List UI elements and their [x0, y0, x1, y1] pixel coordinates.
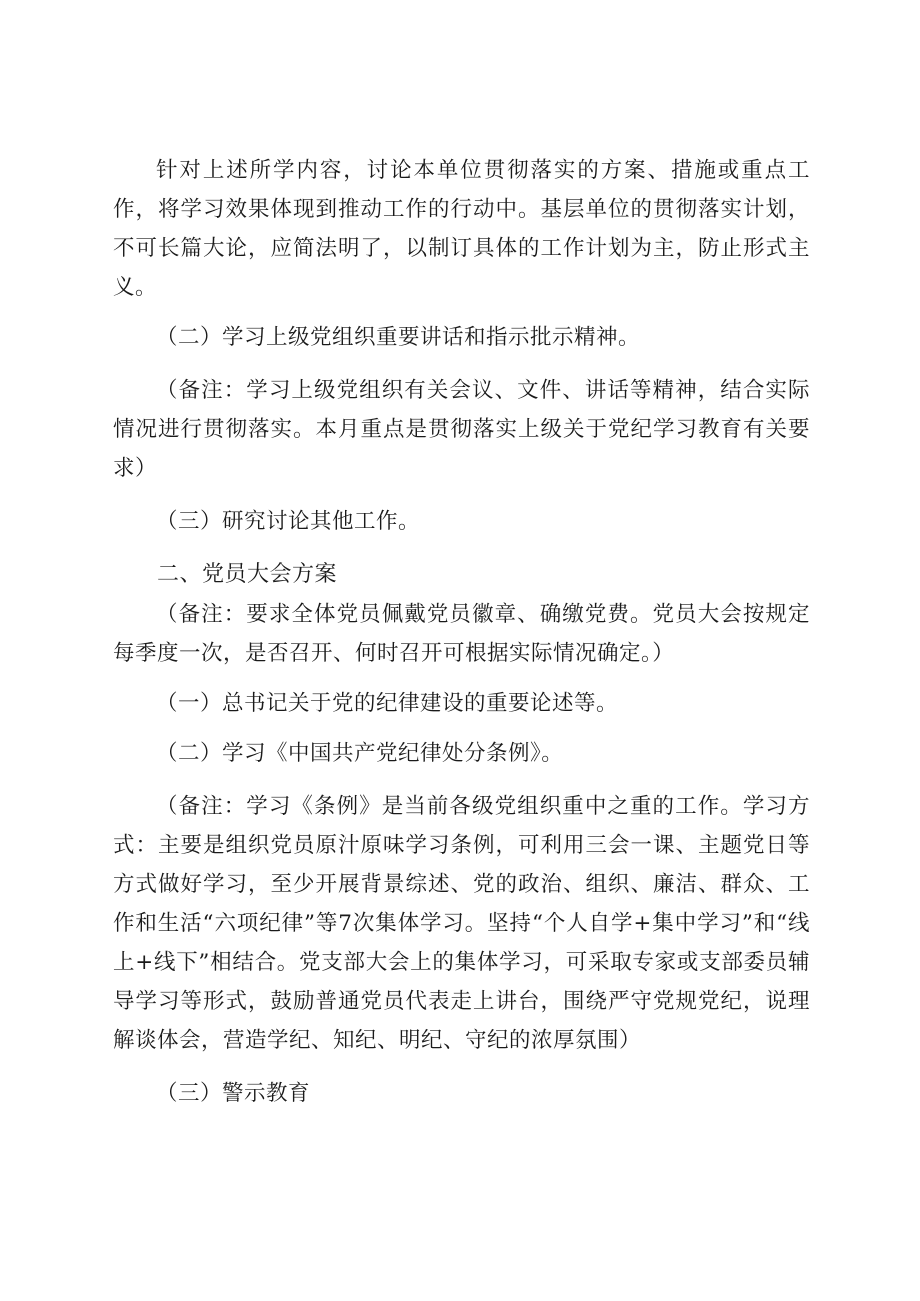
item-study-regulations: （二）学习《中国共产党纪律处分条例》。 — [156, 741, 564, 766]
note-study-regulations: （备注：学习《条例》是当前各级党组织重中之重的工作。学习方式：主要是组织党员原汁原味学习条例，可利用三会一课、主题党日等方式做好学习，至少开展背景综述、党的政治、组织、廉洁、群众、工作和生活“六项纪律”等7次集体学习。坚持“个人自学+集中学习”和“线上+线下”相结合。党支部大会上的集体学习，可采取专家或支部委员辅导学习等形式，鼓励普通党员代表走上讲台，围绕严守党规党纪，说理解谈体会，营造学纪、知纪、明纪、守纪的浓厚氛围） — [113, 794, 810, 1053]
item-discipline-discourse: （一）总书记关于党的纪律建设的重要论述等。 — [156, 691, 619, 716]
section-heading-party-congress: 二、党员大会方案 — [157, 562, 338, 587]
item-study-superior-instructions: （二）学习上级党组织重要讲话和指示批示精神。 — [156, 325, 641, 350]
note-superior-instructions: （备注：学习上级党组织有关会议、文件、讲话等精神，结合实际情况进行贯彻落实。本月重点是贯彻落实上级关于党纪学习教育有关要求） — [113, 378, 810, 481]
document-body — [113, 151, 810, 1113]
item-warning-education: （三）警示教育 — [156, 1081, 311, 1106]
note-party-congress: （备注：要求全体党员佩戴党员徽章、确缴党费。党员大会按规定每季度一次，是否召开、何时召开可根据实际情况确定。） — [113, 602, 810, 666]
item-other-work: （三）研究讨论其他工作。 — [156, 509, 421, 534]
paragraph-implementation-plan: 针对上述所学内容，讨论本单位贯彻落实的方案、措施或重点工作，将学习效果体现到推动工作的行动中。基层单位的贯彻落实计划，不可长篇大论，应简法明了，以制订具体的工作计划为主，防止形式主义。 — [113, 158, 810, 300]
